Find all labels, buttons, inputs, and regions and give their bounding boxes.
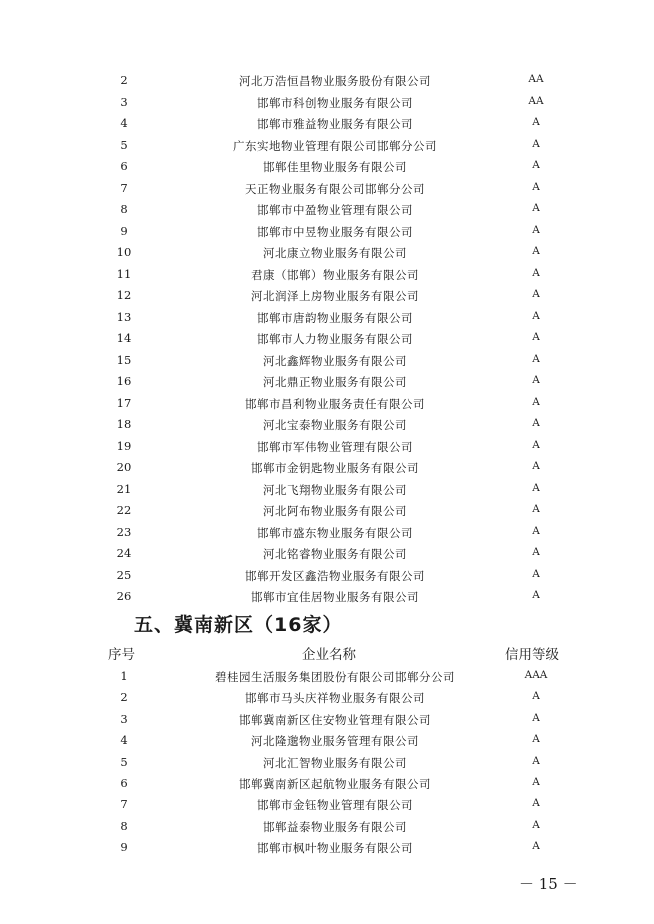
table-row [0, 285, 654, 306]
serial-number: 15 [116, 352, 132, 367]
company-name: 邯郸市昌利物业服务责任有限公司 [245, 396, 425, 411]
serial-number: 26 [116, 589, 132, 603]
credit-grade: A [532, 245, 540, 257]
header-credit-grade: 信用等级 [505, 647, 559, 663]
serial-number: 3 [120, 94, 128, 109]
section-title: 五、冀南新区（16家） [134, 614, 343, 636]
credit-grade: A [532, 438, 540, 451]
company-name: 邯郸市枫叶物业服务有限公司 [257, 841, 413, 856]
company-name: 邯郸市宜佳居物业服务有限公司 [251, 590, 419, 604]
credit-grade: A [532, 309, 540, 322]
table-row [0, 837, 654, 858]
company-name: 河北鼎正物业服务有限公司 [263, 375, 407, 389]
serial-number: 7 [120, 797, 128, 812]
company-name: 河北万浩恒昌物业服务股份有限公司 [239, 74, 431, 88]
credit-grade: A [532, 503, 540, 515]
company-name: 邯郸市雅益物业服务有限公司 [257, 117, 413, 131]
table-row [0, 730, 654, 751]
credit-grade: A [532, 460, 540, 472]
company-name: 邯郸市盛东物业服务有限公司 [257, 525, 413, 540]
table-row [0, 199, 654, 220]
table-row [0, 70, 654, 91]
table-row [0, 666, 654, 687]
table-row [0, 264, 654, 285]
serial-number: 6 [120, 776, 128, 790]
serial-number: 11 [116, 266, 132, 281]
table-row [0, 178, 654, 199]
table-row [0, 794, 654, 815]
credit-grade: A [532, 374, 540, 386]
company-name: 河北康立物业服务有限公司 [263, 246, 407, 260]
credit-grade: A [532, 331, 540, 343]
company-name: 邯郸冀南新区住安物业管理有限公司 [239, 712, 431, 727]
company-name: 邯郸市科创物业服务有限公司 [257, 95, 413, 110]
serial-number: 16 [116, 374, 132, 388]
credit-grade: A [532, 288, 540, 300]
serial-number: 13 [116, 309, 132, 324]
credit-grade: A [532, 733, 540, 746]
company-name: 河北隆邈物业服务管理有限公司 [251, 734, 419, 749]
credit-grade: A [532, 159, 540, 171]
serial-number: 5 [120, 754, 128, 769]
serial-number: 14 [116, 331, 132, 345]
serial-number: 25 [116, 567, 132, 582]
credit-grade: A [532, 589, 540, 601]
serial-number: 6 [120, 159, 128, 173]
serial-number: 8 [120, 818, 128, 833]
serial-number: 18 [116, 417, 132, 431]
serial-number: 9 [120, 840, 128, 855]
serial-number: 10 [116, 245, 132, 259]
table-row [0, 773, 654, 794]
credit-grade: A [532, 840, 540, 853]
credit-grade: A [532, 546, 540, 558]
serial-number: 12 [116, 288, 132, 302]
company-name: 广东实地物业管理有限公司邯郸分公司 [233, 138, 437, 153]
company-name: 河北汇智物业服务有限公司 [263, 755, 407, 770]
credit-grade: A [532, 417, 540, 429]
table-row [0, 586, 654, 607]
table-row [0, 371, 654, 392]
table-row [0, 328, 654, 349]
company-name: 天正物业服务有限公司邯郸分公司 [245, 181, 425, 196]
company-name: 邯郸市金钰物业管理有限公司 [257, 798, 413, 813]
table-row [0, 393, 654, 414]
company-name: 邯郸市军伟物业管理有限公司 [257, 439, 413, 454]
serial-number: 9 [120, 223, 128, 238]
serial-number: 20 [116, 460, 132, 474]
credit-grade: A [532, 776, 540, 788]
table-row [0, 414, 654, 435]
company-name: 邯郸冀南新区起航物业服务有限公司 [239, 777, 431, 791]
credit-grade: A [532, 797, 540, 810]
credit-grade: A [532, 754, 540, 767]
table-row [0, 816, 654, 837]
company-name: 邯郸市中盈物业管理有限公司 [257, 203, 413, 217]
table-row [0, 457, 654, 478]
credit-grade: A [532, 567, 540, 580]
credit-grade: A [532, 352, 540, 365]
company-name: 河北鑫辉物业服务有限公司 [263, 353, 407, 368]
company-name: 河北阿布物业服务有限公司 [263, 504, 407, 518]
company-name: 邯郸佳里物业服务有限公司 [263, 160, 407, 174]
table-row [0, 307, 654, 328]
company-name: 邯郸市中昱物业服务有限公司 [257, 224, 413, 239]
company-name: 邯郸市唐韵物业服务有限公司 [257, 310, 413, 325]
table-row [0, 436, 654, 457]
header-serial-number: 序号 [108, 647, 135, 663]
credit-grade: A [532, 180, 540, 193]
credit-grade: A [532, 266, 540, 279]
page-number: － 15 － [519, 875, 578, 893]
table-header [0, 643, 654, 665]
serial-number: 2 [120, 690, 128, 705]
serial-number: 21 [116, 481, 132, 496]
serial-number: 5 [120, 137, 128, 152]
serial-number: 4 [120, 116, 128, 130]
table-row [0, 92, 654, 113]
credit-grade: AA [528, 94, 544, 107]
table-row [0, 135, 654, 156]
table-row [0, 156, 654, 177]
company-name: 邯郸市人力物业服务有限公司 [257, 332, 413, 346]
table-row [0, 752, 654, 773]
credit-grade: A [532, 395, 540, 408]
credit-grade: A [532, 524, 540, 537]
credit-grade: A [532, 711, 540, 724]
serial-number: 3 [120, 711, 128, 726]
table-row [0, 113, 654, 134]
table-row [0, 500, 654, 521]
serial-number: 8 [120, 202, 128, 216]
serial-number: 1 [120, 669, 128, 683]
serial-number: 17 [116, 395, 132, 410]
serial-number: 7 [120, 180, 128, 195]
table-row [0, 565, 654, 586]
credit-grade: AA [528, 73, 544, 85]
table-row [0, 479, 654, 500]
table-row [0, 522, 654, 543]
serial-number: 2 [120, 73, 128, 87]
table-row [0, 687, 654, 708]
credit-grade: A [532, 818, 540, 831]
serial-number: 23 [116, 524, 132, 539]
company-name: 河北润泽上房物业服务有限公司 [251, 289, 419, 303]
company-name: 邯郸市马头庆祥物业服务有限公司 [245, 691, 425, 706]
serial-number: 24 [116, 546, 132, 560]
company-name: 河北飞翔物业服务有限公司 [263, 482, 407, 497]
credit-grade: A [532, 116, 540, 128]
credit-grade: A [532, 690, 540, 703]
credit-grade: A [532, 223, 540, 236]
company-name: 河北铭睿物业服务有限公司 [263, 547, 407, 561]
table-row [0, 221, 654, 242]
serial-number: 19 [116, 438, 132, 453]
serial-number: 22 [116, 503, 132, 517]
company-name: 邯郸益泰物业服务有限公司 [263, 819, 407, 834]
header-company-name: 企业名称 [302, 647, 356, 663]
credit-grade: AAA [524, 669, 548, 681]
credit-grade: A [532, 202, 540, 214]
company-name: 河北宝泰物业服务有限公司 [263, 418, 407, 432]
table-row [0, 242, 654, 263]
credit-grade: A [532, 481, 540, 494]
company-name: 邯郸市金钥匙物业服务有限公司 [251, 461, 419, 475]
company-name: 邯郸开发区鑫浩物业服务有限公司 [245, 568, 425, 583]
table-row [0, 709, 654, 730]
credit-grade: A [532, 137, 540, 150]
table-row [0, 543, 654, 564]
table-row [0, 350, 654, 371]
serial-number: 4 [120, 733, 128, 748]
company-name: 碧桂园生活服务集团股份有限公司邯郸分公司 [215, 670, 455, 684]
company-name: 君康（邯郸）物业服务有限公司 [251, 267, 419, 282]
